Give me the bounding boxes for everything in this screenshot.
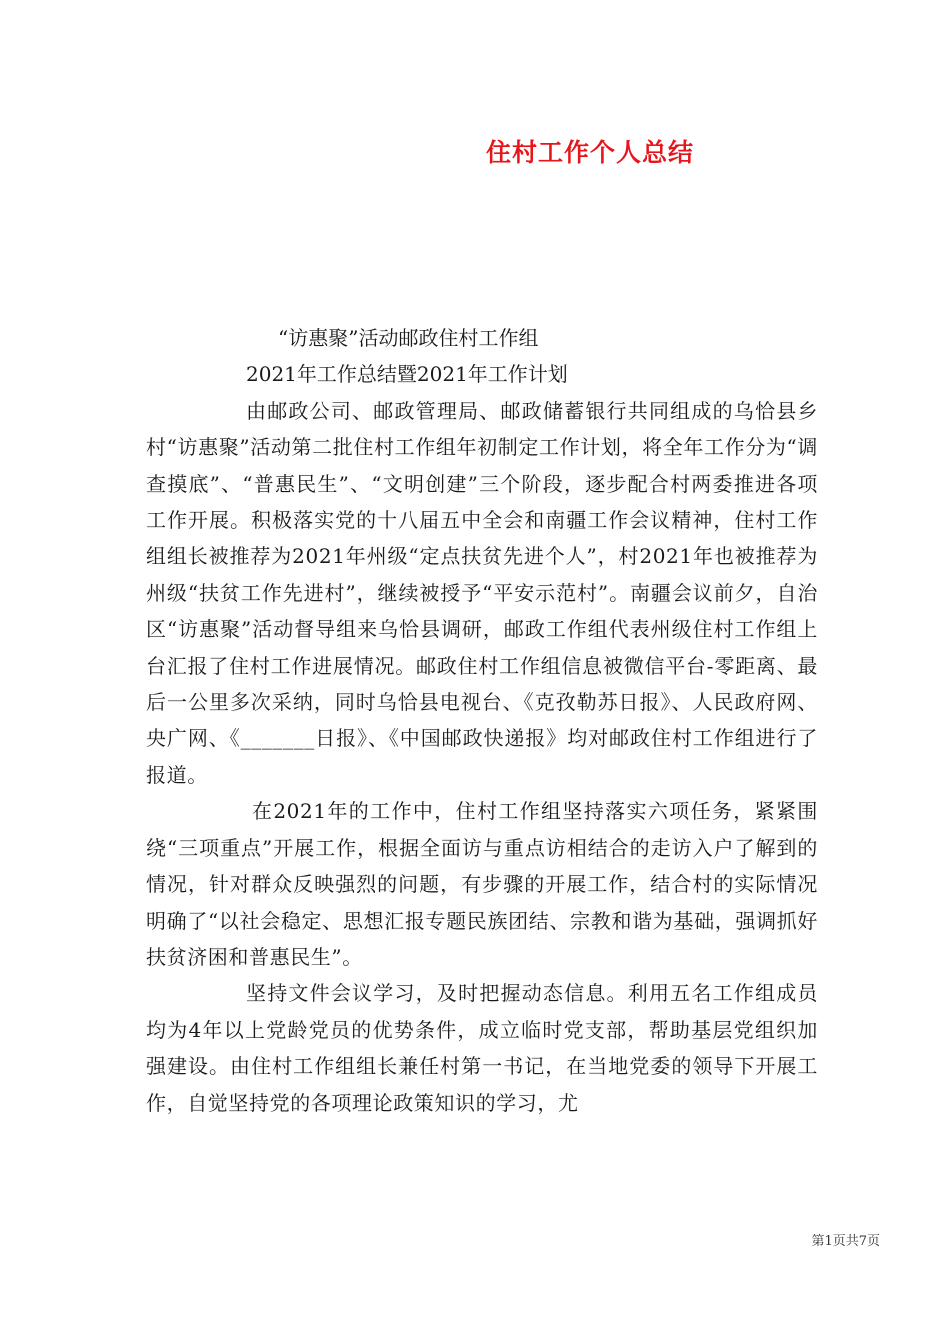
subheading-summary-plan: 2021年工作总结暨2021年工作计划: [246, 362, 568, 387]
page-number-footer: 第1页共7页: [811, 1234, 880, 1249]
page-title: 住村工作个人总结: [485, 138, 694, 167]
paragraph-1: 由邮政公司、邮政管理局、邮政储蓄银行共同组成的乌恰县乡村“访惠聚”活动第二批住村工作组年初制定工作计划，将全年工作分为“调查摸底”、“普惠民生”、“文明创建”三个阶段，逐步配合村两委推进各项工作开展。积极落实党的十八届五中全会和南疆工作会议精神，住村工作组组长被推荐为2021年州级“定点扶贫先进个人”，村2021年也被推荐为州级“扶贫工作先进村”，继续被授予“平安示范村”。南疆会议前夕，自治区“访惠聚”活动督导组来乌恰县调研，邮政工作组代表州级住村工作组上台汇报了住村工作进展情况。邮政住村工作组信息被微信平台-零距离、最后一公里多次采纳，同时乌恰县电视台、《克孜勒苏日报》、人民政府网、央广网、《_______日报》、《中国邮政快递报》均对邮政住村工作组进行了报道。: [146, 398, 818, 787]
paragraph-2: 在2021年的工作中，住村工作组坚持落实六项任务，紧紧围绕“三项重点”开展工作，根据全面访与重点访相结合的走访入户了解到的情况，针对群众反映强烈的问题，有步骤的开展工作，结合村的实际情况明确了“以社会稳定、思想汇报专题民族团结、宗教和谐为基础，强调抓好扶贫济困和普惠民生”。: [146, 799, 818, 969]
paragraph-3: 坚持文件会议学习，及时把握动态信息。利用五名工作组成员均为4年以上党龄党员的优势条件，成立临时党支部，帮助基层党组织加强建设。由住村工作组组长兼任村第一书记，在当地党委的领导下开展工作，自觉坚持党的各项理论政策知识的学习，尤: [146, 981, 818, 1115]
document-body: [146, 320, 818, 1121]
subheading-work-group: “访惠聚”活动邮政住村工作组: [278, 326, 539, 350]
